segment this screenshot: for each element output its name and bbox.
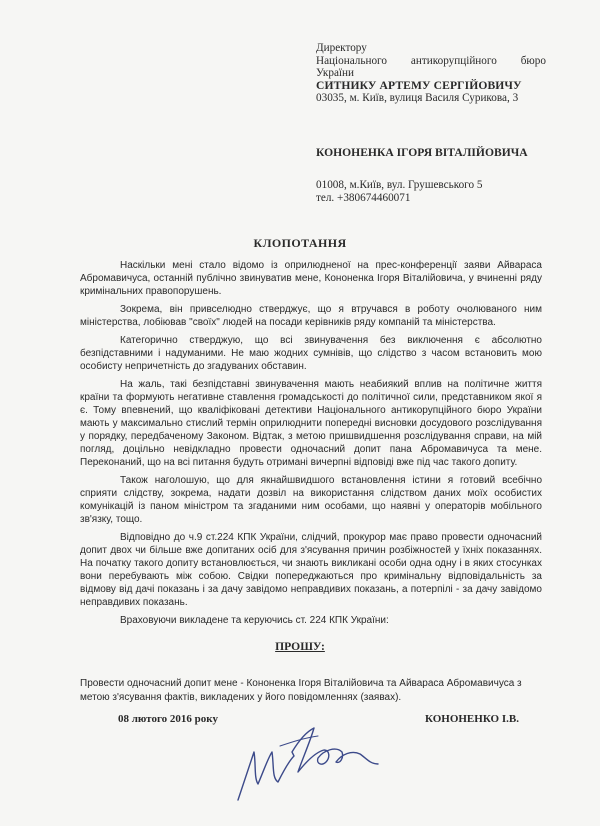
addressee-org-word: Національного xyxy=(316,54,387,67)
addressee-country: України xyxy=(316,67,355,80)
body-paragraph: Відповідно до ч.9 ст.224 КПК України, слідчий, прокурор має право провести одночасний допит двох чи більше вже допитаних осіб для з'ясування причин розбіжностей у їхніх показаннях. На початку такого допиту встановлюється, чи знають викликані особи одна одну і в яких стосунках вони перебувають між собою. Свідки попереджаються про кримінальну відповідальність за відмову від дачі показань і за дачу завідомо неправдивих показань, а потерпілі - за дачу завідомо неправдивих показань. xyxy=(80,531,542,609)
addressee-org-word: бюро xyxy=(520,54,546,67)
signer-name: КОНОНЕНКО І.В. xyxy=(425,713,519,725)
sender-contacts xyxy=(316,179,576,205)
sender-name: КОНОНЕНКА ІГОРЯ ВІТАЛІЙОВИЧА xyxy=(316,146,528,159)
sender-address: 01008, м.Київ, вул. Грушевського 5 xyxy=(316,179,483,191)
handwritten-signature xyxy=(232,712,382,807)
request-text: Провести одночасний допит мене - Кононенка Ігоря Віталійовича та Айвараса Абромавичуса з метою з'ясування фактів, викладених у його повідомленнях (заявах). xyxy=(80,678,522,703)
addressee-address: 03035, м. Київ, вулиця Василя Сурикова, 3 xyxy=(316,92,519,105)
addressee-name: СИТНИКУ АРТЕМУ СЕРГІЙОВИЧУ xyxy=(316,78,522,92)
document-date: 08 лютого 2016 року xyxy=(118,713,218,725)
addressee-block xyxy=(316,42,546,105)
body-paragraph: Зокрема, він привселюдно стверджує, що я втручався в роботу очолюваного ним міністерства, лобіював "своїх" людей на посади керівників ряду компаній та міністерства. xyxy=(80,303,542,328)
body-paragraph: На жаль, такі безпідставні звинувачення мають неабиякий вплив на політичне життя країни та формують негативне ставлення громадськості до політичної сили, представником якої я є. Тому впевнений, що кваліфіковані детективи Національного антикорупційного бюро України мають у максимально стислий термін оприлюднити попередні висновки досудового розслідування у порядку, передбаченому Законом. Відтак, з метою пришвидшення розслідування справи, на мій погляд, доцільно невідкладно провести одночасний допит пана Абромавичуса та мене. Переконаний, що на всі питання будуть отримані вичерпні відповіді вже під час такого допиту. xyxy=(80,378,542,469)
addressee-position: Директору xyxy=(316,42,367,54)
request-heading: ПРОШУ: xyxy=(275,640,325,653)
addressee-organization xyxy=(316,55,546,68)
addressee-org-word: антикорупційного xyxy=(410,54,497,67)
body-paragraph: Враховуючи викладене та керуючись ст. 224 КПК України: xyxy=(120,614,389,626)
body-paragraph: Категорично стверджую, що всі звинувачення без виключення є абсолютно безпідставними і надуманими. Не маю жодних сумнівів, що слідство з часом встановить мою особисту непричетність до згадуваних обставин. xyxy=(80,334,542,372)
sender-phone: тел. +380674460071 xyxy=(316,192,411,204)
body-paragraph: Наскільки мені стало відомо із оприлюдненої на прес-конференції заяви Айвараса Абромавичуса, останній публічно звинуватив мене, Кононенка Ігоря Віталійовича, у вчиненні ряду кримінальних правопорушень. xyxy=(80,260,542,298)
sender-block xyxy=(316,146,576,205)
document-body xyxy=(80,259,542,632)
document-title: КЛОПОТАННЯ xyxy=(253,236,347,250)
body-paragraph: Також наголошую, що для якнайшвидшого встановлення істини я готовий всебічно сприяти слідству, зокрема, надати дозвіл на використання слідством даних моїх особистих комунікацій із паном міністром та згаданими ним особами, що наявні у операторів мобільного зв'язку, тощо. xyxy=(80,474,542,526)
